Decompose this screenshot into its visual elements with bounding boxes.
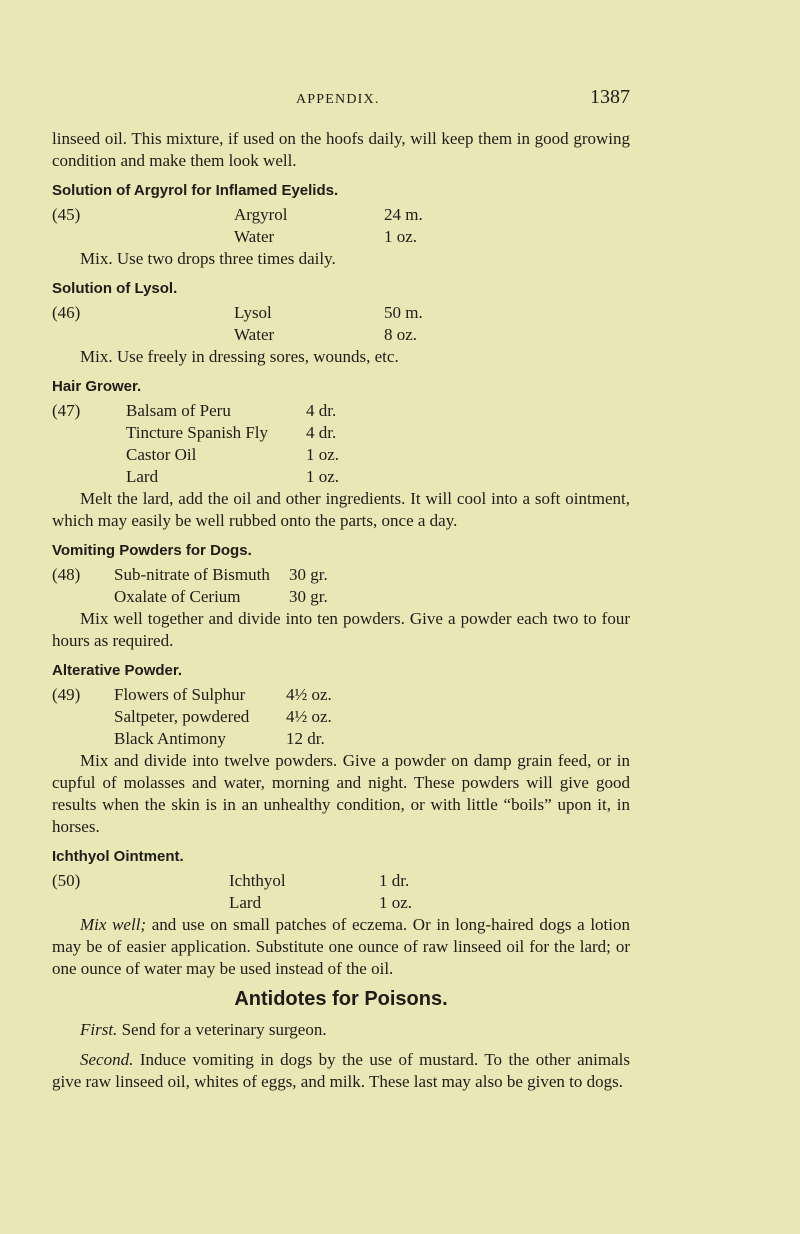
section-heading: Solution of Argyrol for Inflamed Eyelids. bbox=[52, 182, 339, 199]
section-directions bbox=[52, 346, 630, 368]
ingredient-line bbox=[114, 706, 332, 728]
antidotes-second bbox=[52, 1049, 630, 1093]
ingredient-name: Flowers of Sulphur bbox=[114, 685, 246, 704]
antidotes-first-label: First. bbox=[80, 1020, 118, 1039]
section-heading: Hair Grower. bbox=[52, 378, 142, 395]
ingredient-quantity: 4½ oz. bbox=[286, 707, 332, 726]
section-directions bbox=[52, 608, 630, 652]
prescription-number: (50) bbox=[52, 871, 81, 890]
ingredient-name: Tincture Spanish Fly bbox=[126, 423, 269, 442]
ingredient-quantity: 30 gr. bbox=[289, 587, 328, 606]
ingredient-quantity: 1 oz. bbox=[306, 467, 340, 486]
ingredient-quantity: 1 oz. bbox=[384, 227, 418, 246]
ingredient-name: Balsam of Peru bbox=[126, 401, 231, 420]
antidotes-first bbox=[52, 1019, 630, 1041]
section-directions bbox=[52, 914, 630, 980]
ingredient-line bbox=[126, 400, 339, 422]
antidotes-second-label: Second. bbox=[80, 1050, 134, 1069]
ingredient-name: Lysol bbox=[234, 303, 272, 322]
ingredient-quantity: 50 m. bbox=[384, 303, 423, 322]
prescription-number: (45) bbox=[52, 205, 81, 224]
ingredient-quantity: 1 dr. bbox=[379, 871, 410, 890]
directions-text: Mix and divide into twelve powders. Give a powder on damp grain feed, or in cupful of molasses and water, morning and night. These powders will give good results when the skin is in an unhealthy condition, or with little “boils” upon it, in horses. bbox=[52, 751, 630, 836]
ingredient-line bbox=[126, 422, 339, 444]
ingredient-quantity: 4½ oz. bbox=[286, 685, 332, 704]
prescription bbox=[52, 564, 630, 608]
antidotes-first-text: Send for a veterinary surgeon. bbox=[117, 1020, 327, 1039]
section-heading: Ichthyol Ointment. bbox=[52, 848, 184, 865]
ingredient-quantity: 24 m. bbox=[384, 205, 423, 224]
ingredient-list bbox=[114, 684, 332, 750]
ingredient-quantity: 1 oz. bbox=[306, 445, 340, 464]
ingredient-list bbox=[234, 302, 423, 346]
ingredient-line bbox=[114, 586, 328, 608]
directions-text: Mix. Use two drops three times daily. bbox=[80, 249, 336, 268]
ingredient-line bbox=[234, 204, 423, 226]
ingredient-name: Water bbox=[234, 325, 275, 344]
ingredient-line bbox=[234, 302, 423, 324]
ingredient-list bbox=[229, 870, 412, 914]
ingredient-quantity: 12 dr. bbox=[286, 729, 325, 748]
prescription bbox=[52, 302, 630, 346]
ingredient-quantity: 4 dr. bbox=[306, 401, 337, 420]
prescription bbox=[52, 400, 630, 488]
ingredient-name: Black Antimony bbox=[114, 729, 226, 748]
ingredient-line bbox=[114, 728, 332, 750]
directions-italic: Mix well; bbox=[80, 915, 147, 934]
ingredient-quantity: 30 gr. bbox=[289, 565, 328, 584]
ingredient-line bbox=[229, 870, 412, 892]
section-directions bbox=[52, 488, 630, 532]
prescription bbox=[52, 684, 630, 750]
ingredient-line bbox=[114, 684, 332, 706]
section-heading: Solution of Lysol. bbox=[52, 280, 178, 297]
intro-paragraph: linseed oil. This mixture, if used on the hoofs daily, will keep them in good growing condition and make them look well. bbox=[52, 129, 630, 170]
ingredient-name: Ichthyol bbox=[229, 871, 286, 890]
directions-text: and use on small patches of eczema. Or in long-haired dogs a lotion may be of easier application. Substitute one ounce of raw linseed oil for the lard; or one ounce of water may be used instead of the oil. bbox=[52, 915, 630, 978]
ingredient-name: Lard bbox=[229, 893, 262, 912]
directions-text: Mix. Use freely in dressing sores, wounds, etc. bbox=[80, 347, 399, 366]
ingredient-line bbox=[126, 466, 339, 488]
ingredient-line bbox=[114, 564, 328, 586]
prescription-number: (47) bbox=[52, 401, 81, 420]
ingredient-quantity: 1 oz. bbox=[379, 893, 413, 912]
ingredient-name: Argyrol bbox=[234, 205, 288, 224]
prescription-number: (49) bbox=[52, 685, 81, 704]
ingredient-line bbox=[126, 444, 339, 466]
ingredient-list bbox=[114, 564, 328, 608]
page-header bbox=[0, 86, 800, 116]
ingredient-list bbox=[126, 400, 339, 488]
antidotes-second-text: Induce vomiting in dogs by the use of mustard. To the other animals give raw linseed oil, whites of eggs, and milk. These last may also be given to dogs. bbox=[52, 1050, 630, 1091]
section-directions bbox=[52, 750, 630, 838]
ingredient-name: Saltpeter, powdered bbox=[114, 707, 250, 726]
directions-text: Mix well together and divide into ten powders. Give a powder each two to four hours as required. bbox=[52, 609, 630, 650]
ingredient-name: Water bbox=[234, 227, 275, 246]
ingredient-quantity: 8 oz. bbox=[384, 325, 418, 344]
antidotes-title: Antidotes for Poisons. bbox=[234, 988, 448, 1010]
ingredient-line bbox=[234, 324, 423, 346]
running-title: APPENDIX. bbox=[296, 92, 380, 107]
page-number: 1387 bbox=[590, 86, 630, 108]
recipe-sections bbox=[52, 180, 630, 980]
prescription bbox=[52, 204, 630, 248]
section-heading: Alterative Powder. bbox=[52, 662, 183, 679]
section-heading: Vomiting Powders for Dogs. bbox=[52, 542, 252, 559]
page-content bbox=[52, 128, 630, 1101]
directions-text: Melt the lard, add the oil and other ingredients. It will cool into a soft ointment, which may easily be well rubbed onto the parts, once a day. bbox=[52, 489, 630, 530]
ingredient-name: Castor Oil bbox=[126, 445, 197, 464]
ingredient-name: Sub-nitrate of Bismuth bbox=[114, 565, 270, 584]
ingredient-line bbox=[234, 226, 423, 248]
ingredient-quantity: 4 dr. bbox=[306, 423, 337, 442]
ingredient-name: Oxalate of Cerium bbox=[114, 587, 241, 606]
ingredient-line bbox=[229, 892, 412, 914]
ingredient-list bbox=[234, 204, 423, 248]
prescription-number: (46) bbox=[52, 303, 81, 322]
prescription-number: (48) bbox=[52, 565, 81, 584]
section-directions bbox=[52, 248, 630, 270]
prescription bbox=[52, 870, 630, 914]
ingredient-name: Lard bbox=[126, 467, 159, 486]
